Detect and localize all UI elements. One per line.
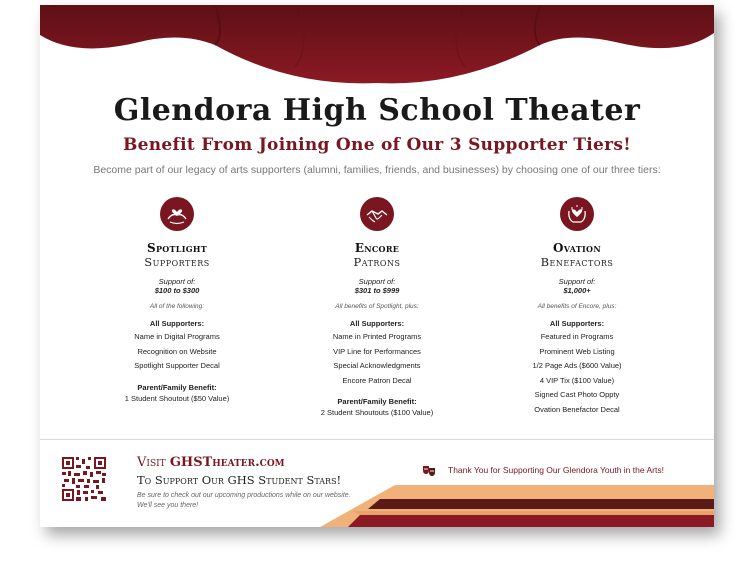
tier-subtitle: Benefactors xyxy=(540,255,614,269)
support-amount: $1,000+ xyxy=(563,286,591,295)
website-url[interactable]: GHSTheater.com xyxy=(169,455,285,470)
group-title: All Supporters: xyxy=(149,319,205,328)
theater-masks-icon xyxy=(422,465,436,476)
benefit-item: Signed Cast Photo Oppty xyxy=(534,390,620,399)
footer-divider xyxy=(40,439,714,440)
support-amount: $301 to $999 xyxy=(354,286,400,295)
benefit-intro: All benefits of Spotlight, plus: xyxy=(335,303,419,310)
curtain-graphic xyxy=(40,5,714,90)
family-title: Parent/Family Benefit: xyxy=(137,382,217,392)
family-item: 2 Student Shoutouts ($100 Value) xyxy=(320,408,434,417)
flyer xyxy=(40,5,714,527)
page-title: Glendora High School Theater xyxy=(113,93,641,128)
thank-you-message xyxy=(422,465,712,476)
thank-you-text: Thank You for Supporting Our Glendora Youth in the Arts! xyxy=(448,465,664,475)
handshake-icon xyxy=(360,197,394,231)
intro-text: Become part of our legacy of arts supporters (alumni, families, friends, and businesses) by choosing one of our three tiers: xyxy=(93,164,661,176)
benefit-item: Name in Digital Programs xyxy=(134,332,220,341)
support-label: Support of: xyxy=(558,277,596,286)
family-item: 1 Student Shoutout ($50 Value) xyxy=(124,393,230,403)
tier-subtitle: Patrons xyxy=(353,255,401,269)
benefit-item: 1/2 Page Ads ($600 Value) xyxy=(532,361,622,370)
heart-in-hands-icon xyxy=(560,197,594,231)
benefit-intro: All of the following: xyxy=(149,303,205,310)
footer-note: Be sure to check out our upcoming productions while on our website. We'll see you there! xyxy=(137,492,351,509)
family-title: Parent/Family Benefit: xyxy=(337,397,417,406)
benefit-intro: All benefits of Encore, plus: xyxy=(537,303,617,310)
benefit-item: VIP Line for Performances xyxy=(333,346,421,356)
support-label: Support of: xyxy=(358,277,396,286)
benefit-item: Encore Patron Decal xyxy=(342,375,412,385)
tier-name: Ovation xyxy=(553,241,601,255)
benefit-item: 4 VIP Tix ($100 Value) xyxy=(539,375,615,385)
support-label: Support of: xyxy=(158,277,196,286)
hands-heart-icon xyxy=(160,197,194,231)
qr-code-icon[interactable] xyxy=(62,457,106,501)
tier-spotlight xyxy=(77,197,277,406)
tier-subtitle: Supporters xyxy=(144,255,210,269)
visit-website-link[interactable] xyxy=(137,455,285,470)
benefit-item: Name in Printed Programs xyxy=(332,332,422,341)
benefit-item: Ovation Benefactor Decal xyxy=(534,404,620,414)
visit-prefix: Visit xyxy=(137,455,170,470)
benefit-item: Featured in Programs xyxy=(540,332,614,341)
benefit-item: Recognition on Website xyxy=(137,346,217,356)
footer-tagline: To Support Our GHS Student Stars! xyxy=(137,473,342,487)
group-title: All Supporters: xyxy=(549,319,605,328)
tier-ovation xyxy=(477,197,677,417)
page-subtitle: Benefit From Joining One of Our 3 Supporter Tiers! xyxy=(122,135,632,155)
benefit-item: Special Acknowledgments xyxy=(333,361,421,370)
tier-name: Encore xyxy=(354,241,400,255)
benefit-item: Prominent Web Listing xyxy=(539,346,615,356)
support-amount: $100 to $300 xyxy=(154,286,200,295)
tier-encore xyxy=(277,197,477,421)
benefit-item: Spotlight Supporter Decal xyxy=(134,361,220,370)
tier-name: Spotlight xyxy=(146,241,207,255)
group-title: All Supporters: xyxy=(349,319,405,328)
